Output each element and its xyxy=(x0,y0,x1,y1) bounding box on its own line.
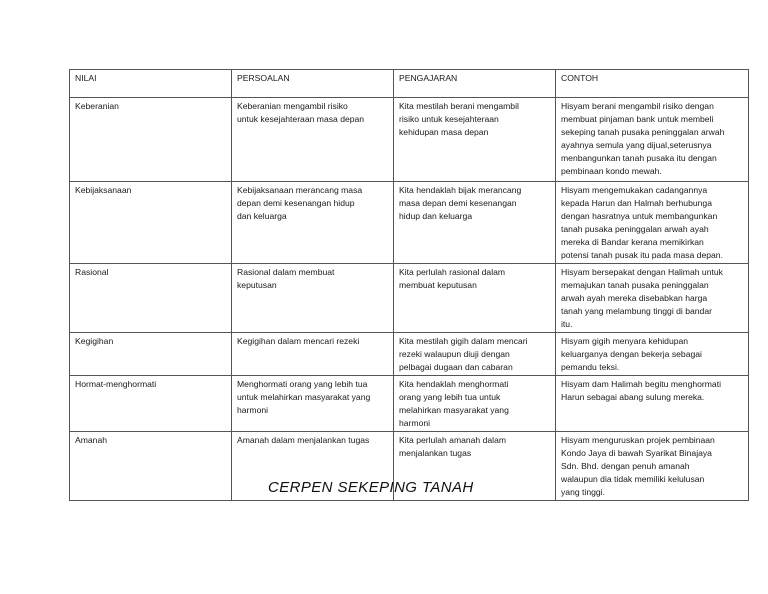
cell-line: Harun sebagai abang sulung mereka. xyxy=(561,392,705,402)
cell-persoalan xyxy=(232,333,394,376)
table-row xyxy=(70,264,749,333)
cell-line: mereka di Bandar kerana memikirkan xyxy=(561,237,704,247)
cell-persoalan xyxy=(232,182,394,264)
cell-pengajaran xyxy=(394,182,556,264)
cell-line: Hisyam bersepakat dengan Halimah untuk xyxy=(561,267,723,277)
cell-contoh xyxy=(556,98,749,182)
cell-nilai: Amanah xyxy=(70,432,232,501)
cell-line: Kita mestilah gigih dalam mencari xyxy=(399,336,528,346)
cell-line: rezeki walaupun diuji dengan xyxy=(399,349,510,359)
cell-line: Kita perlulah rasional dalam xyxy=(399,267,506,277)
cell-contoh xyxy=(556,333,749,376)
cell-line: pelbagai dugaan dan cabaran xyxy=(399,362,513,372)
cell-contoh xyxy=(556,376,749,432)
cell-line: Hisyam berani mengambil risiko dengan xyxy=(561,101,714,111)
cell-pengajaran xyxy=(394,264,556,333)
cell-line: dengan hasratnya untuk membangunkan xyxy=(561,211,718,221)
cell-nilai: Kegigihan xyxy=(70,333,232,376)
table-row xyxy=(70,376,749,432)
cell-line: yang tinggi. xyxy=(561,487,605,497)
cell-line: keputusan xyxy=(237,280,277,290)
cell-persoalan xyxy=(232,264,394,333)
cell-nilai: Kebijaksanaan xyxy=(70,182,232,264)
cell-line: Kita hendaklah bijak merancang xyxy=(399,185,522,195)
cell-line: membuat pinjaman bank untuk membeli xyxy=(561,114,714,124)
values-table xyxy=(69,69,749,501)
cell-line: keluarganya dengan bekerja sebagai xyxy=(561,349,702,359)
cell-line: itu. xyxy=(561,319,573,329)
cell-line: kepada Harun dan Halmah berhubunga xyxy=(561,198,712,208)
cell-line: Hisyam menguruskan projek pembinaan xyxy=(561,435,715,445)
cell-nilai: Rasional xyxy=(70,264,232,333)
cell-line: Kita hendaklah menghormati xyxy=(399,379,509,389)
cell-line: melahirkan masyarakat yang xyxy=(399,405,509,415)
page-title: CERPEN SEKEPING TANAH xyxy=(268,479,474,496)
cell-contoh xyxy=(556,182,749,264)
table-row xyxy=(70,333,749,376)
cell-line: menbangunkan tanah pusaka itu dengan xyxy=(561,153,717,163)
cell-line: masa depan demi kesenangan xyxy=(399,198,517,208)
cell-line: Hisyam mengemukakan cadangannya xyxy=(561,185,708,195)
cell-line: memajukan tanah pusaka peninggalan xyxy=(561,280,709,290)
cell-line: walaupun dia tidak memiliki kelulusan xyxy=(561,474,705,484)
cell-line: dan keluarga xyxy=(237,211,287,221)
cell-line: Hisyam gigih menyara kehidupan xyxy=(561,336,689,346)
cell-line: orang yang lebih tua untuk xyxy=(399,392,501,402)
cell-nilai: Keberanian xyxy=(70,98,232,182)
cell-line: membuat keputusan xyxy=(399,280,477,290)
table-row xyxy=(70,182,749,264)
cell-persoalan xyxy=(232,98,394,182)
cell-line: Sdn. Bhd. dengan penuh amanah xyxy=(561,461,690,471)
cell-line: depan demi kesenangan hidup xyxy=(237,198,355,208)
table-body xyxy=(70,70,749,501)
cell-nilai: Hormat-menghormati xyxy=(70,376,232,432)
cell-contoh xyxy=(556,264,749,333)
table-header-row xyxy=(70,70,749,98)
header-nilai: NILAI xyxy=(70,70,232,98)
cell-line: menjalankan tugas xyxy=(399,448,472,458)
header-contoh: CONTOH xyxy=(556,70,749,98)
cell-line: harmoni xyxy=(399,418,431,428)
cell-line: untuk kesejahteraan masa depan xyxy=(237,114,365,124)
cell-pengajaran xyxy=(394,98,556,182)
cell-line: Menghormati orang yang lebih tua xyxy=(237,379,368,389)
cell-line: potensi tanah pusak itu pada masa depan. xyxy=(561,250,723,260)
cell-persoalan xyxy=(232,376,394,432)
cell-line: tanah yang melambung tinggi di bandar xyxy=(561,306,712,316)
cell-contoh xyxy=(556,432,749,501)
cell-line: Kegigihan dalam mencari rezeki xyxy=(237,336,360,346)
cell-line: harmoni xyxy=(237,405,269,415)
cell-line: Kita perlulah amanah dalam xyxy=(399,435,507,445)
cell-line: hidup dan keluarga xyxy=(399,211,473,221)
cell-line: risiko untuk kesejahteraan xyxy=(399,114,499,124)
cell-line: Kebijaksanaan merancang masa xyxy=(237,185,363,195)
cell-line: tanah pusaka peninggalan arwah ayah xyxy=(561,224,709,234)
cell-line: untuk melahirkan masyarakat yang xyxy=(237,392,371,402)
cell-pengajaran xyxy=(394,333,556,376)
cell-line: Hisyam dam Halimah begitu menghormati xyxy=(561,379,722,389)
cell-line: Rasional dalam membuat xyxy=(237,267,335,277)
cell-line: pemandu teksi. xyxy=(561,362,620,372)
header-pengajaran: PENGAJARAN xyxy=(394,70,556,98)
header-persoalan: PERSOALAN xyxy=(232,70,394,98)
cell-line: Amanah dalam menjalankan tugas xyxy=(237,435,370,445)
cell-line: Kondo Jaya di bawah Syarikat Binajaya xyxy=(561,448,712,458)
table-row xyxy=(70,98,749,182)
cell-line: kehidupan masa depan xyxy=(399,127,489,137)
cell-line: Kita mestilah berani mengambil xyxy=(399,101,519,111)
cell-line: sekeping tanah pusaka peninggalan arwah xyxy=(561,127,725,137)
cell-line: pembinaan kondo mewah. xyxy=(561,166,662,176)
cell-line: arwah ayah mereka disebabkan harga xyxy=(561,293,708,303)
cell-line: ayahnya semula yang dijual,seterusnya xyxy=(561,140,712,150)
cell-line: Keberanian mengambil risiko xyxy=(237,101,348,111)
cell-pengajaran xyxy=(394,376,556,432)
